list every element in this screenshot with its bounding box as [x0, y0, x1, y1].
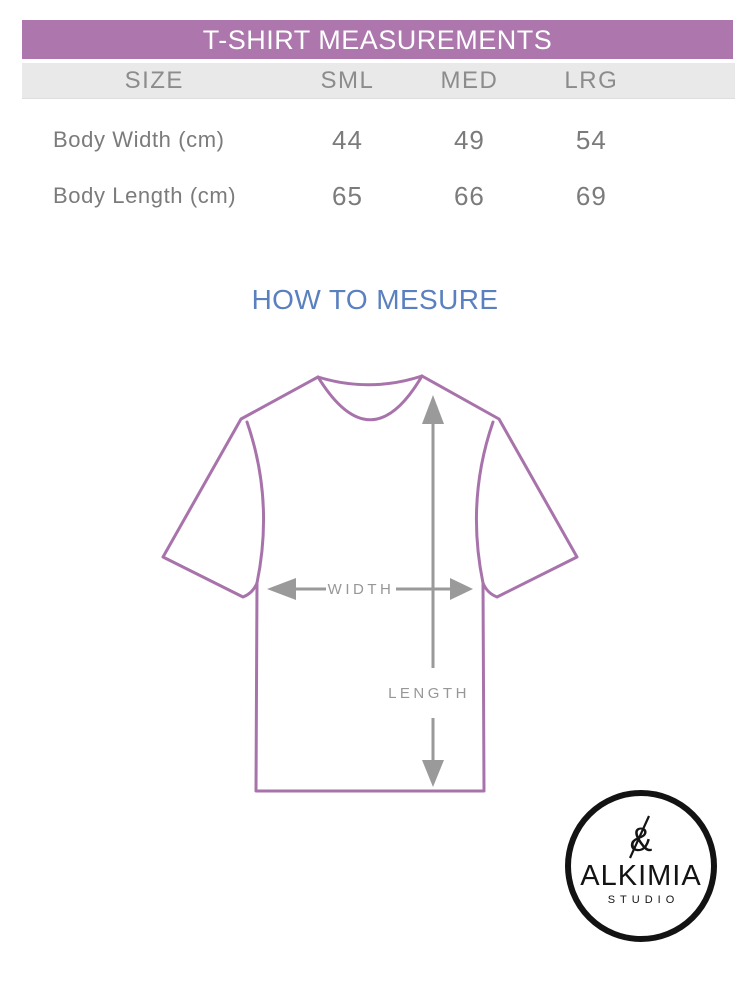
- size-table-header-row: [22, 63, 735, 99]
- body-width-sml: 44: [332, 124, 363, 155]
- row-label: Body Length (cm): [53, 183, 237, 208]
- column-header-lrg: LRG: [564, 66, 619, 94]
- body-length-med: 66: [453, 180, 485, 211]
- body-width-lrg: 54: [575, 124, 607, 155]
- arrow-up-icon: [422, 395, 444, 424]
- width-arrow: [267, 578, 473, 600]
- left-armhole-seam: [247, 422, 264, 583]
- tshirt-diagram: [0, 350, 750, 830]
- right-armhole-seam: [476, 422, 493, 583]
- body-width-med: 49: [453, 124, 485, 155]
- arrow-right-icon: [450, 578, 473, 600]
- table-row-body-length: [22, 176, 735, 216]
- brand-subtitle: STUDIO: [607, 894, 680, 906]
- arrow-left-icon: [267, 578, 296, 600]
- body-length-sml: 65: [332, 180, 363, 211]
- length-label: LENGTH: [388, 685, 470, 702]
- width-label: WIDTH: [327, 581, 395, 598]
- svg-text:&: &: [629, 821, 653, 859]
- table-row-body-width: [22, 120, 735, 160]
- column-header-med: MED: [440, 66, 499, 94]
- ampersand-icon: [618, 814, 664, 858]
- row-label: Body Width (cm): [53, 127, 225, 152]
- collar-back-curve: [318, 376, 422, 385]
- body-length-lrg: 69: [575, 180, 607, 211]
- column-header-sml: SML: [320, 66, 375, 94]
- brand-logo: [565, 790, 717, 942]
- brand-name: ALKIMIA: [580, 860, 702, 892]
- how-to-measure-title: HOW TO MESURE: [251, 284, 499, 315]
- column-header-size: SIZE: [124, 66, 184, 94]
- size-chart-title: T-SHIRT MEASUREMENTS: [22, 20, 733, 59]
- arrow-down-icon: [422, 760, 444, 787]
